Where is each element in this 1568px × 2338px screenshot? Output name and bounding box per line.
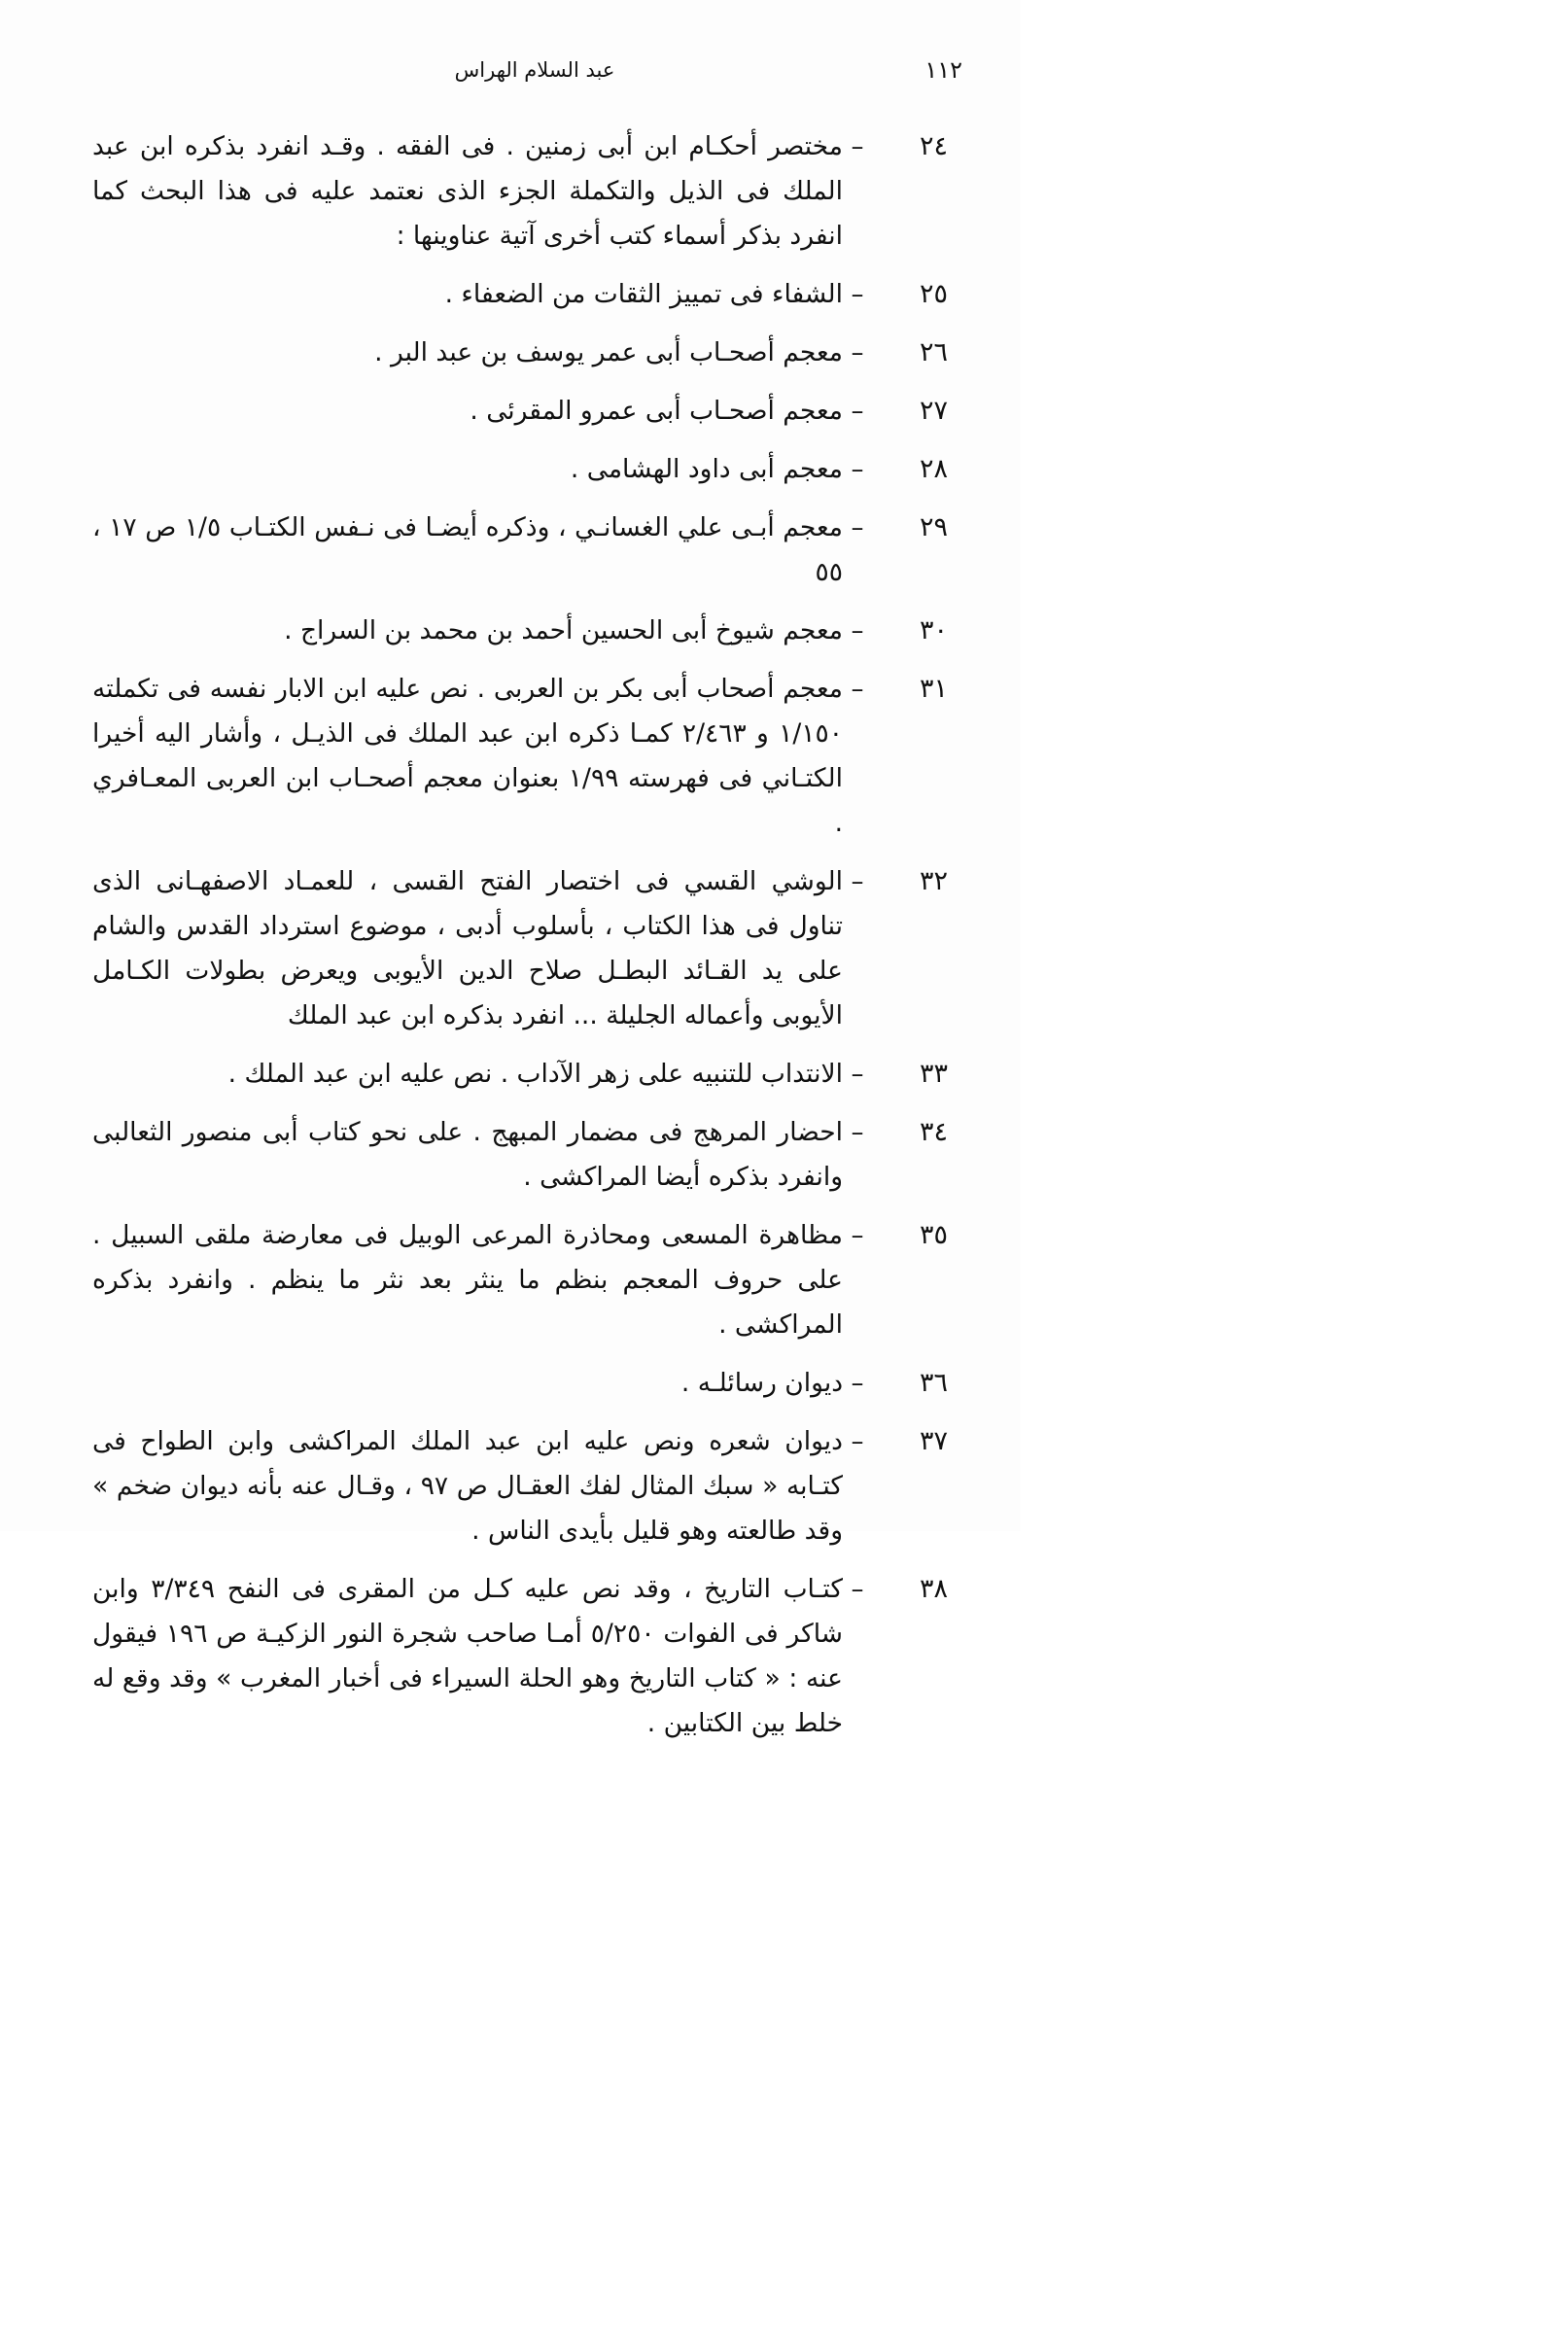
entry-number: ٣٦ [919,1368,948,1398]
entry-text: الشفاء فى تمييز الثقات من الضعفاء . [444,279,843,309]
entry-number: ٣٠ [919,615,948,646]
entry-text: ديوان رسائلـه . [680,1368,843,1398]
entry-dash: – [851,675,864,704]
entry-number: ٣١ [919,674,948,704]
entry-dash: – [851,1118,864,1147]
entry-dash: – [851,338,864,367]
list-item [92,331,948,375]
list-item [92,667,948,846]
entry-number: ٣٥ [919,1220,948,1250]
entry-dash: – [851,867,864,896]
entry-dash: – [851,616,864,646]
entry-number: ٣٨ [919,1574,948,1604]
entry-text: كتـاب التاريخ ، وقد نص عليه كـل من المقرى فى النفح ٣/٣٤٩ وابن شاكر فى الفوات ٥/٢٥٠ أمـا صاحب شجرة النور الزكيـة ص ١٩٦ فيقول عنه : « كتاب التاريخ وهو الحلة السيراء فى أخبار المغرب » وقد وقع له خلط بين الكتابين . [92,1574,844,1738]
entry-number: ٢٨ [919,454,948,484]
list-item [92,609,948,653]
list-item [92,447,948,492]
list-item [92,1110,948,1200]
entry-text: معجم شيوخ أبى الحسين أحمد بن محمد بن السراج . [284,615,843,646]
entry-text: معجم أبـى علي الغسانـي ، وذكره أيضـا فى نـفس الكتـاب ١/٥ ص ١٧ ، ٥٥ [92,512,843,587]
list-item [92,1419,948,1553]
entry-number: ٢٩ [919,512,948,542]
entry-dash: – [851,455,864,484]
entry-number: ٣٢ [919,866,948,896]
entry-text: معجم أصحاب أبى بكر بن العربى . نص عليه ابن الابار نفسه فى تكملته ١/١٥٠ و ٢/٤٦٣ كمـا ذكره ابن عبد الملك فى الذيـل ، وأشار اليه أخيرا الكتـاني فى فهرسته ١/٩٩ بعنوان معجم أصحـاب ابن العربى المعـافري . [92,674,843,838]
list-item [92,124,948,259]
entry-dash: – [851,1060,864,1089]
entry-number: ٢٤ [919,131,948,161]
list-item [92,1052,948,1097]
entry-dash: – [851,280,864,309]
page-number: ١١٢ [924,56,962,84]
entry-dash: – [851,1369,864,1398]
list-item [92,1567,948,1746]
running-title: عبد السلام الهراس [454,58,615,82]
entry-text: معجم أصحـاب أبى عمرو المقرئى . [470,396,843,426]
page-header [107,56,962,95]
entry-text: الانتداب للتنبيه على زهر الآداب . نص عليه ابن عبد الملك . [227,1059,843,1089]
entry-number: ٢٦ [919,337,948,367]
entry-dash: – [851,1221,864,1250]
entry-number: ٢٧ [919,396,948,426]
list-item [92,859,948,1038]
entry-text: ديوان شعره ونص عليه ابن عبد الملك المراكشى وابن الطواح فى كتـابه « سبك المثال لفك العقـال ص ٩٧ ، وقـال عنه بأنه ديوان ضخم » وقد طالعته وهو قليل بأيدى الناس . [92,1426,843,1546]
entry-number: ٣٣ [919,1059,948,1089]
entry-text: احضار المرهج فى مضمار المبهج . على نحو كتاب أبى منصور الثعالبى وانفرد بذكره أيضا المراكشى . [92,1117,843,1192]
list-item [92,1361,948,1406]
entry-dash: – [851,397,864,426]
list-item [92,389,948,434]
list-item [92,506,948,595]
entry-number: ٢٥ [919,279,948,309]
entry-dash: – [851,1427,864,1456]
entry-list [92,124,948,1760]
entry-dash: – [851,1575,864,1604]
entry-number: ٣٤ [919,1117,948,1147]
entry-text: الوشي القسي فى اختصار الفتح القسى ، للعمـاد الاصفهـانى الذى تناول فى هذا الكتاب ، بأسلوب أدبى ، موضوع استرداد القدس والشام على يد القـائد البطـل صلاح الدين الأيوبى ويعرض بطولات الكـامل الأيوبى وأعماله الجليلة ... انفرد بذكره ابن عبد الملك [92,866,843,1030]
entry-text: معجم أصحـاب أبى عمر يوسف بن عبد البر . [374,337,843,367]
list-item [92,272,948,317]
entry-text: معجم أبى داود الهشامى . [570,454,843,484]
list-item [92,1213,948,1347]
book-page [0,0,1021,1738]
entry-number: ٣٧ [919,1426,948,1456]
entry-text: مظاهرة المسعى ومحاذرة المرعى الوبيل فى معارضة ملقى السبيل . على حروف المعجم بنظم ما ينثر بعد نثر ما ينظم . وانفرد بذكره المراكشى . [92,1220,843,1340]
entry-dash: – [851,513,864,542]
entry-text: مختصر أحكـام ابن أبى زمنين . فى الفقه . وقـد انفرد بذكره ابن عبد الملك فى الذيل والتكملة الجزء الذى نعتمد عليه فى هذا البحث كما انفرد بذكر أسماء كتب أخرى آتية عناوينها : [92,131,843,251]
entry-dash: – [851,132,864,161]
